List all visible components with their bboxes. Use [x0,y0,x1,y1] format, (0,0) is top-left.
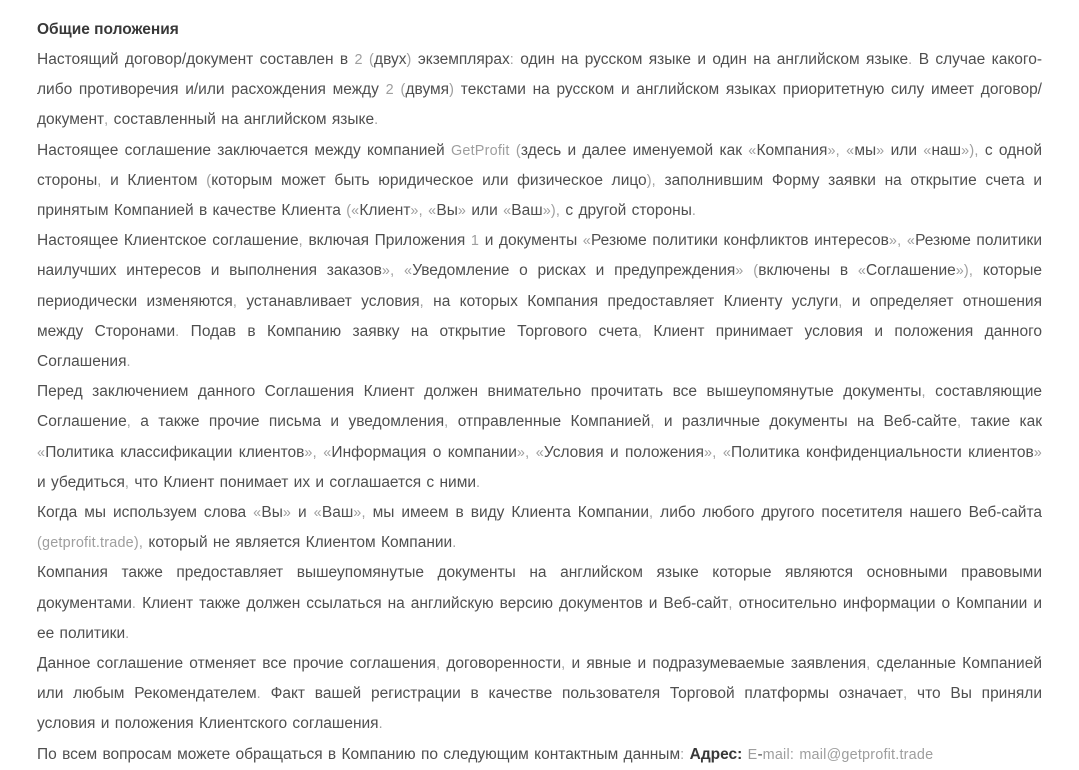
latin-accent-text: , [444,414,449,431]
document-heading: Общие положения [37,21,179,38]
latin-accent-text: ( [753,263,759,280]
latin-accent-text: mail@getprofit.trade [799,746,934,763]
latin-accent-text: », [516,444,530,461]
latin-accent-text: , [866,656,871,673]
latin-accent-text: ( [400,82,406,99]
latin-accent-text: , [97,172,102,189]
latin-accent-text: , [649,505,654,522]
latin-accent-text: « [404,263,413,280]
latin-accent-text: GetProfit [450,142,510,159]
latin-accent-text: E [747,746,758,763]
paragraph: Настоящее соглашение заключается между компанией GetProfit (здесь и далее именуемой как «Компания», «мы» или «наш»), с одной стороны, и Клиентом (которым может быть юридическое или физическое лицо), заполнившим Форму заявки на открытие счета и принятым Компанией в качестве Клиента («Клиент», «Вы» или «Ваш»), с другой стороны. [37,141,1042,220]
latin-accent-text: » [457,203,467,220]
latin-accent-text: . [691,203,697,220]
latin-accent-text: » [735,263,744,280]
latin-accent-text: 2 [354,52,363,68]
latin-accent-text: . [452,535,457,552]
latin-accent-text: », [410,203,423,220]
paragraph: Компания также предоставляет вышеупомянутые документы на английском языке которые являются основными правовыми документами. Клиент также должен ссылаться на английскую версию документов и Веб-сайт, относительно информации о Компании и ее политики. [37,564,1042,642]
latin-accent-text: », [304,444,317,461]
latin-accent-text: », [381,263,395,280]
latin-accent-text: , [232,293,238,310]
latin-accent-text: ) [406,52,412,68]
latin-accent-text: . [256,686,261,703]
latin-accent-text: », [353,505,366,522]
address-label: Адрес: [689,745,743,763]
latin-accent-text: , [903,686,908,703]
latin-accent-text: » [1033,444,1043,461]
latin-accent-text: . [374,112,379,129]
latin-accent-text: , [921,384,926,401]
latin-accent-text: », [827,142,840,159]
paragraph: По всем вопросам можете обращаться в Компанию по следующим контактным данным: Адрес: E-mail: mail@getprofit.trade [37,745,934,763]
latin-accent-text: « [722,444,732,461]
latin-accent-text: « [428,203,437,220]
latin-accent-text: ), [646,172,656,189]
latin-accent-text: , [637,323,643,340]
latin-accent-text: ( [206,172,212,189]
latin-accent-text: « [37,444,46,461]
latin-accent-text: . [126,354,131,371]
latin-accent-text: « [923,142,932,159]
latin-accent-text: » [876,142,885,159]
latin-accent-text: (getprofit.trade), [37,535,144,552]
latin-accent-text: , [104,112,109,129]
latin-accent-text: 2 [385,82,394,99]
latin-accent-text: . [175,323,180,340]
latin-accent-text: », [703,444,717,461]
latin-accent-text: »), [961,142,979,159]
latin-accent-text: « [582,233,592,250]
paragraph: Настоящее Клиентское соглашение, включая Приложения 1 и документы «Резюме политики конфликтов интересов», «Резюме политики наилучших интересов и выполнения заказов», «Уведомление о рисках и предупреждения» (включены в «Соглашение»), которые периодически изменяются, устанавливает условия, на которых Компания предоставляет Клиенту услуги, и определяет отношения между Сторонами. Подав в Компанию заявку на открытие Торгового счета, Клиент принимает условия и положения данного Соглашения. [37,232,1043,371]
latin-accent-text: « [846,142,855,159]
latin-accent-text: 1 [470,233,480,250]
latin-accent-text: « [857,263,867,280]
latin-accent-text: . [908,52,913,68]
latin-accent-text: « [323,444,332,461]
latin-accent-text: »), [955,263,974,280]
latin-accent-text: , [419,293,424,310]
latin-accent-text: ( [515,142,521,159]
latin-accent-text: , [728,595,733,612]
latin-accent-text: « [535,444,544,461]
latin-accent-text: . [378,716,383,733]
paragraph: Когда мы используем слова «Вы» и «Ваш», мы имеем в виду Клиента Компании, либо любого другого посетителя нашего Веб-сайта (getprofit.trade), который не является Клиентом Компании. [37,504,1042,552]
latin-accent-text: , [838,293,843,310]
paragraph: Данное соглашение отменяет все прочие соглашения, договоренности, и явные и подразумеваемые заявления, сделанные Компанией или любым Рекомендателем. Факт вашей регистрации в качестве пользователя Торговой платформы означает, что Вы приняли условия и положения Клиентского соглашения. [37,655,1043,733]
latin-accent-text: ) [449,82,455,99]
latin-accent-text: . [131,595,137,612]
latin-accent-text: (« [346,203,360,220]
latin-accent-text: , [561,656,566,673]
document-body [37,45,1042,770]
latin-accent-text: « [253,505,262,522]
latin-accent-text: . [125,625,130,642]
latin-accent-text: » [282,505,292,522]
latin-accent-text: « [906,233,916,250]
latin-accent-text: : [680,746,685,763]
latin-accent-text: « [748,142,757,159]
paragraph: Перед заключением данного Соглашения Клиент должен внимательно прочитать все вышеупомянутые документы, составляющие Соглашение, а также прочие письма и уведомления, отправленные Компанией, и различные документы на Веб-сайте, такие как «Политика классификации клиентов», «Информация о компании», «Условия и положения», «Политика конфиденциальности клиентов» и убедиться, что Клиент понимает их и соглашается с ними. [37,383,1043,491]
latin-accent-text: , [435,656,441,673]
latin-accent-text: ( [369,52,375,68]
latin-accent-text: « [313,505,322,522]
latin-accent-text: « [503,203,512,220]
latin-accent-text: , [124,474,130,491]
latin-accent-text: , [126,414,131,431]
latin-accent-text: mail: [762,746,795,763]
paragraph: Настоящий договор/документ составлен в 2 (двух) экземплярах: один на русском языке и один на английском языке. В случае какого-либо противоречия и/или расхождения между 2 (двумя) текстами на русском и английском языках приоритетную силу имеет договор/документ, составленный на английском языке. [37,51,1043,129]
latin-accent-text: », [888,233,902,250]
latin-accent-text: , [298,233,303,250]
latin-accent-text: , [956,414,962,431]
latin-accent-text: »), [542,203,561,220]
latin-accent-text: , [650,414,655,431]
latin-accent-text: : [509,52,514,68]
latin-accent-text: . [476,474,481,491]
